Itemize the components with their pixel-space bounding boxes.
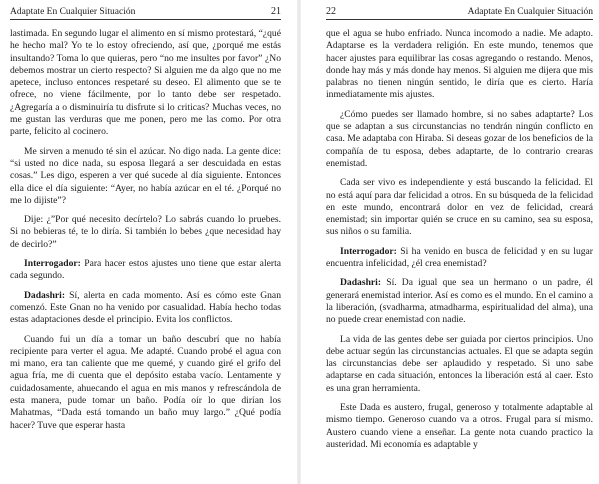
book-gutter	[297, 0, 301, 484]
left-page	[0, 0, 295, 484]
paragraph: ¿Cómo puedes ser llamado hombre, si no sabes adaptarte? Los que se adaptan a sus circunstancias no tendrán ningún conflicto en casa. Me adaptaba con Hiraba. Si deseas gozar de los beneficios de la compañía de tu esposa, debes adaptarte, de lo contrario crearas enemistad.	[326, 108, 593, 169]
speaker-label: Interrogador:	[340, 245, 397, 257]
dialogue-paragraph: Interrogador: Si ha venido en busca de felicidad y en su lugar encuentra infelicidad, ¿él crea enemistad?	[326, 245, 593, 270]
right-page-number: 22	[326, 6, 336, 17]
speaker-label: Interrogador:	[24, 258, 81, 270]
dialogue-paragraph: Dadashri: Sí. Da igual que sea un hermano o un padre, él generará enemistad interior. Así es como es el mundo. En el camino a la liberación, (svadharma, atmadharma, espiritualidad del alma), una no puede crear enemistad con nadie.	[326, 277, 594, 326]
left-running-header	[10, 6, 281, 20]
speaker-label: Dadashri:	[24, 289, 66, 301]
right-page	[304, 0, 599, 484]
paragraph: Me sirven a menudo té sin el azúcar. No digo nada. La gente dice: “si usted no dice nada, su esposa llegará a ser descuidada en estas cosas.” Les digo, esperen a ver qué sucede al día siguiente. Entonces ella dice el día siguiente: “Ayer, no había azúcar en el té. ¿Porqué no me lo dijiste”?	[10, 145, 281, 206]
paragraph: lastimada. En segundo lugar el alimento en sí mismo protestará, “¿qué he hecho mal? Yo te lo estoy ofreciendo, así que, ¿porqué me estás insultando? Toma lo que quieras, pero “no me insultes por favor” ¿No debemos mostrar un cierto respecto? Si alguien me da algo que no me apetece, incluso entonces respetaré su deseo. El alimento que se te ofrece, no viene fácilmente, por lo tanto debe ser respetado. ¿Agregaría a o disminuiría tu disfrute si lo criticas? Muchas veces, no me gustan las verduras que me ponen, pero me las como. Por otra parte, felicito al cocinero.	[10, 28, 281, 138]
left-page-number: 21	[271, 6, 281, 17]
right-page-body	[326, 28, 593, 451]
paragraph: Cuando fui un día a tomar un baño descubrí que no había recipiente para verter el agua. Me adapté. Cuando probé el agua con mi mano, era tan caliente que me quemé, y cuando giré el grifo del agua fría, me di cuenta que el depósito estaba vacío. Lentamente y cuidadosamente, ahuecando el agua en mis manos y refrescándola de esta manera, pude tomar un baño. Podía oír lo que dirían los Mahatmas, “Dada está tomando un baño muy largo.” ¿Qué podía hacer? Tuve que esperar hasta	[10, 333, 281, 431]
right-running-header	[326, 6, 593, 20]
left-header-title: Adaptate En Cualquier Situación	[10, 7, 136, 17]
paragraph: La vida de las gentes debe ser guiada por ciertos principios. Uno debe actuar según las circunstancias actuales. El que se adapta según las circunstancias debe ser aplaudido y respetado. Si uno sabe adaptarse en cada situación, entonces la liberación está al caer. Esto es una gran herramienta.	[326, 333, 593, 394]
paragraph: Dije: ¿”Por qué necesito decírtelo? Lo sabrás cuando lo pruebes. Si no bebieras té, te lo diría. Si también lo bebes ¿que necesidad hay de decirlo?”	[10, 214, 281, 250]
left-page-body	[10, 28, 281, 432]
paragraph: que el agua se hubo enfriado. Nunca incomodo a nadie. Me adapto. Adaptarse es la verdadera religión. En este mundo, tenemos que hacer ajustes para equilibrar las cosas agregando o restando. Menos, donde hay más y más donde hay menos. Si alguien me dijera que mis palabras no tienen ningún sentido, le diría que es cierto. Haría inmediatamente mis ajustes.	[326, 28, 593, 101]
right-header-title: Adaptate En Cualquier Situación	[467, 7, 593, 17]
paragraph: Cada ser vivo es independiente y está buscando la felicidad. El no está aquí para dar felicidad a otros. En su búsqueda de la felicidad en este mundo, encontrará dolor en vez de felicidad, creará enemistad; sin importar quién se cruce en su camino, sea su esposa, sus niños o su familia.	[326, 177, 593, 238]
dialogue-paragraph: Dadashri: Sí, alerta en cada momento. Así es cómo este Gnan comenzó. Este Gnan no ha venido por casualidad. Había hecho todas estas adaptaciones desde el principio. Evita los conflictos.	[10, 289, 281, 326]
speaker-label: Dadashri:	[340, 277, 382, 289]
paragraph: Este Dada es austero, frugal, generoso y totalmente adaptable al mismo tiempo. Generoso cuando va a otros. Frugal para sí mismo. Austero cuando viene a enseñar. La gente nota cuando practico la austeridad. Mi economía es adaptable y	[326, 402, 593, 450]
dialogue-paragraph: Interrogador: Para hacer estos ajustes uno tiene que estar alerta cada segundo.	[10, 258, 281, 282]
